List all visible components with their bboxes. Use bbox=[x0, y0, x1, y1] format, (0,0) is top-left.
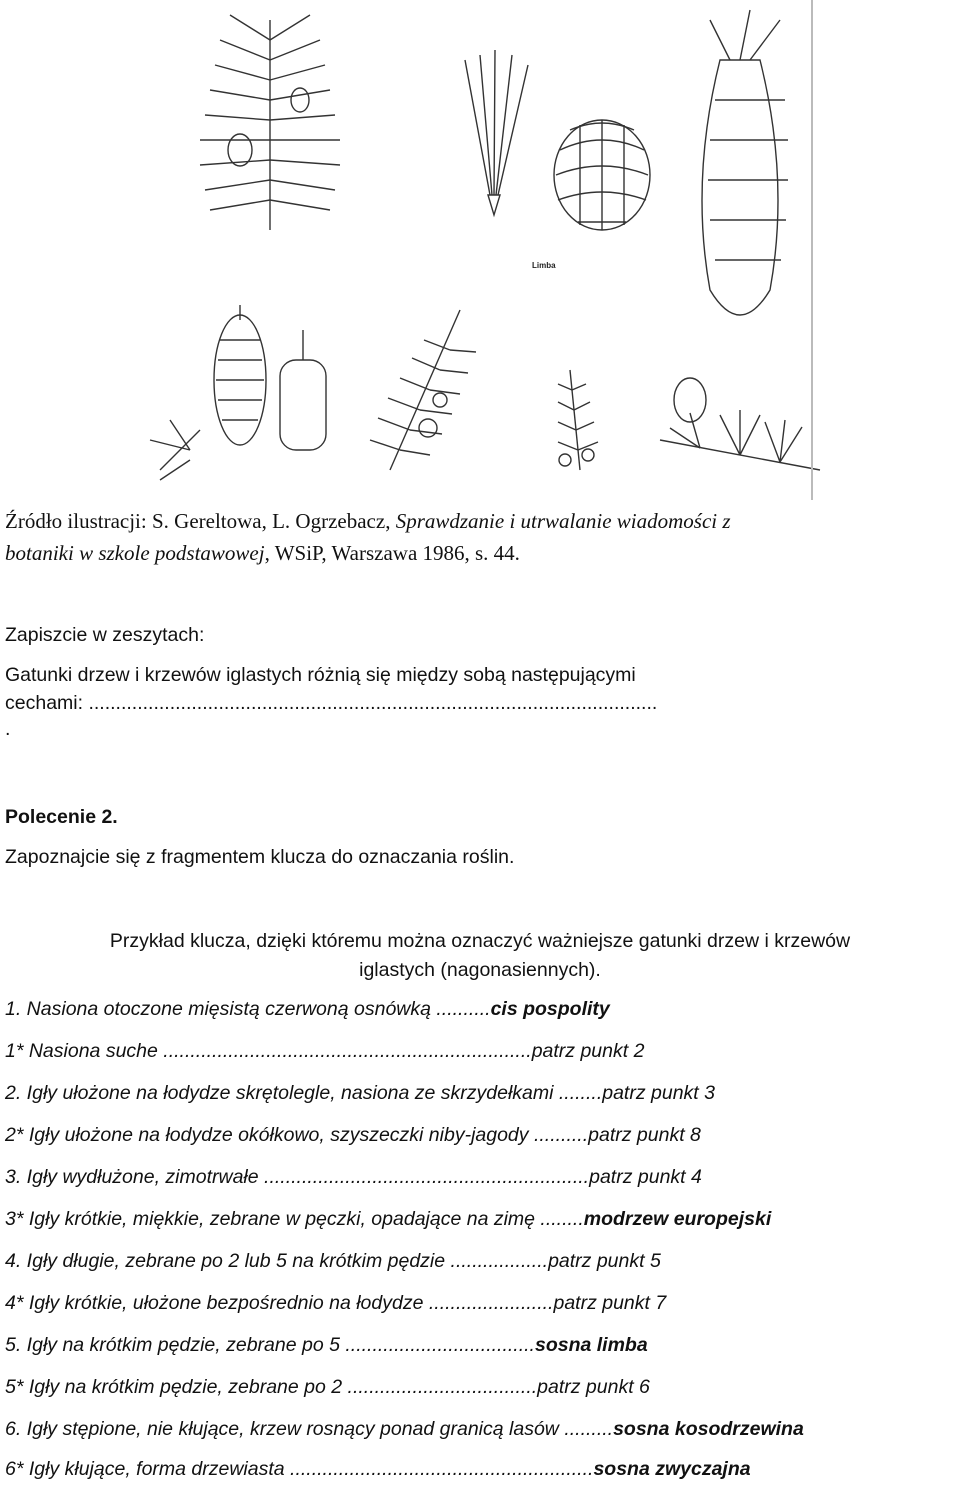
key-entry-result: sosna limba bbox=[534, 1334, 648, 1356]
key-entry bbox=[5, 1208, 771, 1231]
key-entry-result: sosna kosodrzewina bbox=[613, 1418, 804, 1440]
key-entry-dots: ............................................................ bbox=[264, 1166, 590, 1188]
key-heading-line-1: Przykład klucza, dzięki któremu można oznaczyć ważniejsze gatunki drzew i krzewów bbox=[109, 930, 851, 952]
illustration-label: Limba bbox=[532, 261, 556, 270]
key-entry-result: patrz punkt 3 bbox=[602, 1082, 715, 1104]
task-line-1: Gatunki drzew i krzewów iglastych różnią się między sobą następującymi bbox=[5, 664, 636, 686]
key-entry-result: cis pospolity bbox=[490, 998, 610, 1020]
key-heading-line-2: iglastych (nagonasiennych). bbox=[359, 959, 601, 981]
key-entry bbox=[5, 1250, 661, 1273]
key-entry-text: 2. Igły ułożone na łodydze skrętolegle, nasiona ze skrzydełkami bbox=[5, 1082, 559, 1104]
key-entry-dots: ................................... bbox=[347, 1376, 538, 1398]
key-entry-text: 5. Igły na krótkim pędzie, zebrane po 5 bbox=[5, 1334, 346, 1356]
needle-bundle-illustration bbox=[465, 50, 528, 215]
key-entry bbox=[5, 1458, 751, 1481]
key-entry-dots: .......... bbox=[436, 998, 491, 1020]
key-entry-dots: ......... bbox=[564, 1418, 614, 1440]
conifer-illustrations bbox=[140, 0, 830, 500]
task-line-2: cechami: ......................................................................................................... bbox=[5, 692, 658, 714]
key-entry-text: 4* Igły krótkie, ułożone bezpośrednio na łodydze bbox=[5, 1292, 429, 1314]
key-entry-dots: ........ bbox=[558, 1082, 603, 1104]
key-entry bbox=[5, 1292, 666, 1315]
key-entry-text: 1* Nasiona suche bbox=[5, 1040, 164, 1062]
key-entry-result: patrz punkt 8 bbox=[588, 1124, 701, 1146]
key-entry-result: patrz punkt 2 bbox=[531, 1040, 645, 1062]
key-entry-result: patrz punkt 4 bbox=[589, 1166, 702, 1188]
key-entry-dots: .......... bbox=[533, 1124, 589, 1146]
key-entry-dots: ........................................................ bbox=[290, 1458, 594, 1480]
key-entry-dots: ........ bbox=[540, 1208, 584, 1230]
key-entry-dots: ....................... bbox=[428, 1292, 554, 1314]
key-entry bbox=[5, 1124, 701, 1147]
task-line-3: . bbox=[5, 718, 11, 740]
key-entry-result: patrz punkt 5 bbox=[548, 1250, 661, 1272]
source-publisher: , WSiP, Warszawa 1986, s. 44. bbox=[264, 541, 520, 565]
key-entry-dots: .................. bbox=[450, 1250, 549, 1272]
juniper-branch-illustration bbox=[558, 370, 598, 470]
polecenie-text: Zapoznajcie się z fragmentem klucza do oznaczania roślin. bbox=[5, 846, 515, 868]
key-entry-text: 6* Igły kłujące, forma drzewiasta bbox=[5, 1458, 291, 1480]
key-entry bbox=[5, 1166, 702, 1189]
key-entry-result: modrzew europejski bbox=[583, 1208, 772, 1230]
source-authors: Źródło ilustracji: S. Gereltowa, L. Ogrzebacz, bbox=[5, 509, 396, 533]
polecenie-title: Polecenie 2. bbox=[5, 806, 118, 828]
key-entry bbox=[5, 1040, 644, 1063]
key-entry bbox=[5, 1334, 648, 1357]
source-caption-line-1 bbox=[5, 508, 731, 534]
key-entry-text: 1. Nasiona otoczone mięsistą czerwoną osnówką bbox=[5, 998, 437, 1020]
key-entry-result: patrz punkt 6 bbox=[537, 1376, 650, 1398]
source-title-part-1: Sprawdzanie i utrwalanie wiadomości z bbox=[395, 509, 731, 533]
key-entry bbox=[5, 1376, 650, 1399]
key-entry-text: 5* Igły na krótkim pędzie, zebrane po 2 bbox=[5, 1376, 348, 1398]
key-entry bbox=[5, 1418, 804, 1441]
key-entry-dots: .................................................................... bbox=[163, 1040, 532, 1062]
source-title-part-2: botaniki w szkole podstawowej bbox=[5, 541, 265, 565]
fir-cones-illustration bbox=[150, 305, 326, 480]
pine-branch-illustration bbox=[200, 15, 340, 230]
key-entry-text: 4. Igły długie, zebrane po 2 lub 5 na krótkim pędzie bbox=[5, 1250, 451, 1272]
key-entry-text: 3* Igły krótkie, miękkie, zebrane w pęczki, opadające na zimę bbox=[5, 1208, 541, 1230]
key-entry bbox=[5, 998, 610, 1021]
larch-branch-illustration bbox=[660, 378, 820, 470]
key-entry-text: 2* Igły ułożone na łodydze okółkowo, szyszeczki niby-jagody bbox=[5, 1124, 534, 1146]
key-entry-dots: ................................... bbox=[345, 1334, 535, 1356]
key-entry bbox=[5, 1082, 715, 1105]
spruce-cone-illustration bbox=[702, 10, 788, 315]
key-entry-text: 6. Igły stępione, nie kłujące, krzew rosnący ponad granicą lasów bbox=[5, 1418, 565, 1440]
round-cone-illustration bbox=[554, 120, 650, 230]
key-entry-text: 3. Igły wydłużone, zimotrwałe bbox=[5, 1166, 265, 1188]
task-intro: Zapiszcie w zeszytach: bbox=[5, 624, 205, 646]
source-caption-line-2 bbox=[5, 540, 520, 566]
yew-branch-illustration bbox=[370, 310, 476, 470]
key-entry-result: sosna zwyczajna bbox=[593, 1458, 751, 1480]
key-entry-result: patrz punkt 7 bbox=[553, 1292, 667, 1314]
